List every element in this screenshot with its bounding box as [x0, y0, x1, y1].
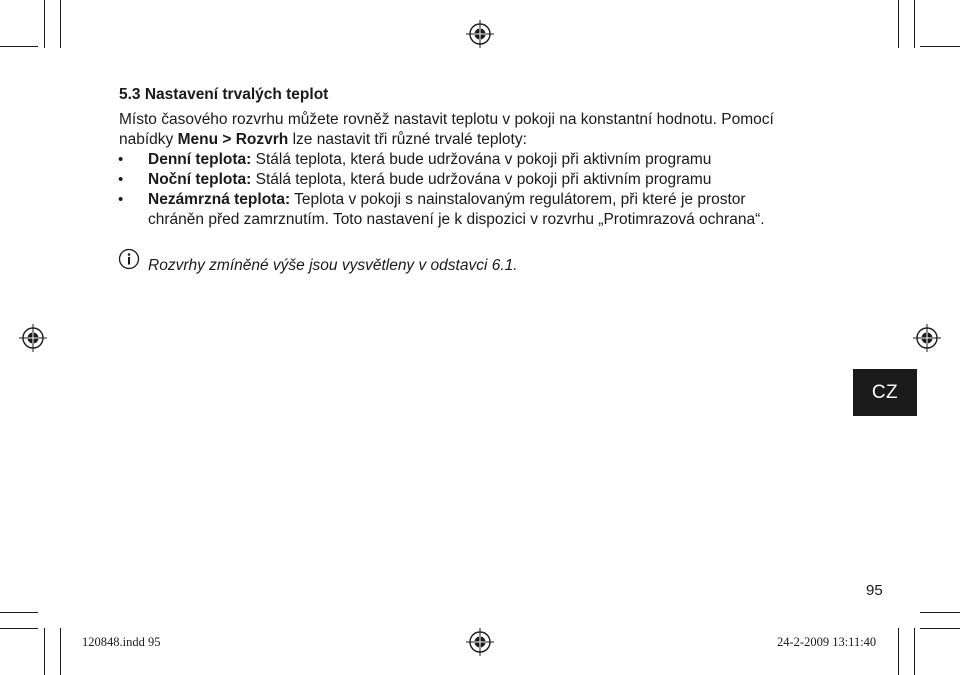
list-item-term: Noční teplota: — [148, 171, 252, 188]
intro-text-end: lze nastavit tři různé trvalé teploty: — [288, 131, 527, 148]
crop-mark-bottom-right-inner — [914, 628, 915, 675]
crop-mark-top-right-horizontal — [920, 46, 960, 47]
crop-mark-bottom-left-horizontal — [0, 612, 38, 613]
list-item-term: Denní teplota: — [148, 151, 252, 168]
list-item-continuation: chráněn před zamrznutím. Toto nastavení je k dispozici v rozvrhu „Protimrazová ochrana“. — [148, 211, 765, 228]
crop-mark-bottom-left-vertical — [44, 628, 45, 675]
list-item-term: Nezámrzná teplota: — [148, 191, 291, 208]
menu-path: Menu > Rozvrh — [177, 131, 289, 148]
crop-mark-top-left-horizontal — [0, 46, 38, 47]
bullet-marker: • — [118, 191, 124, 208]
info-icon — [118, 248, 140, 270]
crop-mark-bottom-right-horizontal-2 — [920, 628, 960, 629]
crop-mark-top-left-inner — [60, 0, 61, 48]
list-item-text: Teplota v pokoji s nainstalovaným regulátorem, při které je prostor — [290, 191, 746, 208]
registration-mark-left-icon — [19, 324, 47, 352]
list-item-text: Stálá teplota, která bude udržována v pokoji při aktivním programu — [251, 151, 712, 168]
registration-mark-right-icon — [913, 324, 941, 352]
crop-mark-bottom-right-vertical — [898, 628, 899, 675]
registration-mark-top-icon — [466, 20, 494, 48]
crop-mark-bottom-right-horizontal — [920, 612, 960, 613]
section-heading: 5.3 Nastavení trvalých teplot — [119, 86, 329, 103]
crop-mark-top-left-vertical — [44, 0, 45, 48]
intro-line-2 — [119, 130, 527, 150]
bullet-marker: • — [118, 171, 124, 188]
list-item-text: Stálá teplota, která bude udržována v pokoji při aktivním programu — [251, 171, 712, 188]
intro-text: nabídky — [119, 131, 178, 148]
crop-mark-top-right-vertical — [898, 0, 899, 48]
language-badge: CZ — [853, 369, 917, 416]
list-item-frost-temperature — [148, 190, 746, 210]
page-number: 95 — [866, 582, 883, 599]
slug-datetime: 24-2-2009 13:11:40 — [777, 635, 877, 649]
bullet-marker: • — [118, 151, 124, 168]
crop-mark-top-right-inner — [914, 0, 915, 48]
intro-line-1: Místo časového rozvrhu můžete rovněž nastavit teplotu v pokoji na konstantní hodnotu. Pomocí — [119, 111, 774, 128]
list-item-night-temperature — [148, 170, 711, 190]
slug-filename: 120848.indd 95 — [82, 635, 161, 649]
crop-mark-bottom-left-inner — [60, 628, 61, 675]
note-text: Rozvrhy zmíněné výše jsou vysvětleny v odstavci 6.1. — [148, 257, 518, 274]
list-item-day-temperature — [148, 150, 711, 170]
registration-mark-bottom-icon — [466, 628, 494, 656]
crop-mark-bottom-left-horizontal-2 — [0, 628, 38, 629]
